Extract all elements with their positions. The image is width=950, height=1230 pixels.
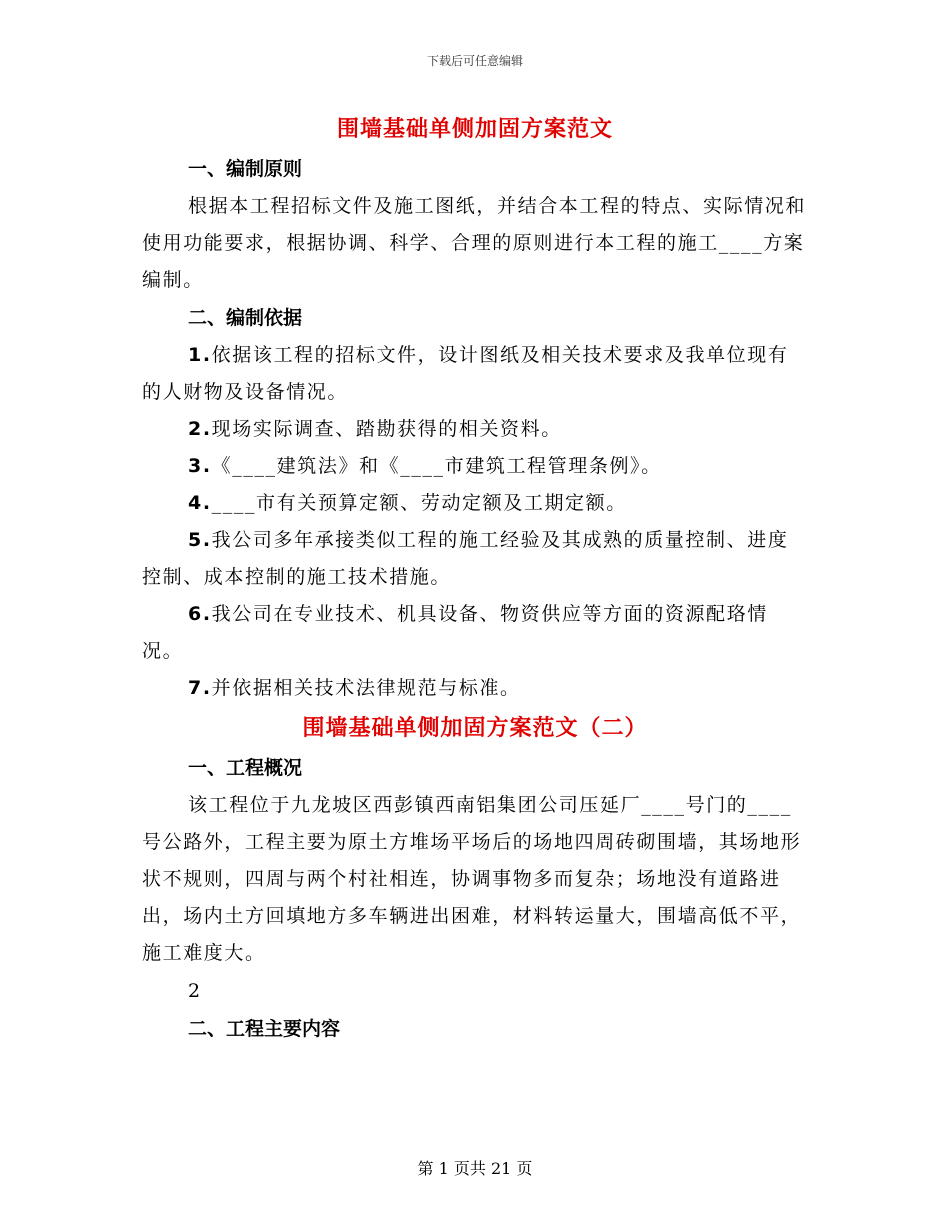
- list-item-text: 依据该工程的招标文件，设计图纸及相关技术要求及我单位现有的人财物及设备情况。: [142, 344, 789, 403]
- section-heading-principles: 一、编制原则: [188, 158, 303, 180]
- header-note: 下载后可任意编辑: [426, 54, 523, 68]
- list-item: [142, 522, 808, 596]
- list-item-text: 并依据相关技术法律规范与标准。: [211, 677, 521, 699]
- list-item: [142, 485, 808, 522]
- list-item-text: 我公司在专业技术、机具设备、物资供应等方面的资源配珞情况。: [142, 603, 768, 662]
- list-item-text: 现场实际调查、踏勘获得的相关资料。: [211, 418, 562, 440]
- paragraph-overview: 该工程位于九龙坡区西彭镇西南铝集团公司压延厂____号门的____号公路外，工程主要为原土方堆场平场后的场地四周砖砌围墙，其场地形状不规则，四周与两个村社相连，协调事物多而复杂；场地没有道路进出，场内土方回填地方多车辆进出困难，材料转运量大，围墙高低不平，施工难度大。: [142, 794, 802, 964]
- list-item-text: 《____建筑法》和《____市建筑工程管理条例》。: [211, 455, 662, 477]
- document-body: [142, 108, 808, 1048]
- list-item: [142, 596, 808, 670]
- document-title-2: 围墙基础单侧加固方案范文（二）: [302, 715, 648, 741]
- list-item: [142, 411, 808, 448]
- list-item-number: 7.: [188, 677, 212, 699]
- list-item-text: 我公司多年承接类似工程的施工经验及其成熟的质量控制、进度控制、成本控制的施工技术措施。: [142, 529, 789, 588]
- paragraph-principles: 根据本工程招标文件及施工图纸，并结合本工程的特点、实际情况和使用功能要求，根据协调、科学、合理的原则进行本工程的施工____方案编制。: [142, 195, 807, 291]
- section-heading-overview: 一、工程概况: [188, 757, 303, 779]
- list-item-number: 3.: [188, 455, 212, 477]
- section-heading-basis: 二、编制依据: [188, 307, 303, 329]
- section-heading-main-content: 二、工程主要内容: [188, 1018, 341, 1040]
- list-item-number: 6.: [188, 603, 212, 625]
- list-item-number: 4.: [188, 492, 212, 514]
- list-item-text: ____市有关预算定额、劳动定额及工期定额。: [211, 492, 627, 514]
- list-item: [142, 448, 808, 485]
- list-item: [142, 670, 808, 707]
- list-item: [142, 337, 808, 411]
- document-title: 围墙基础单侧加固方案范文: [336, 116, 613, 142]
- page-footer: 第 1 页共 21 页: [417, 1159, 533, 1178]
- list-item-number: 1.: [188, 344, 212, 366]
- list-item-number: 5.: [188, 529, 212, 551]
- list-item-number: 2.: [188, 418, 212, 440]
- page-marker: 2: [188, 980, 201, 1002]
